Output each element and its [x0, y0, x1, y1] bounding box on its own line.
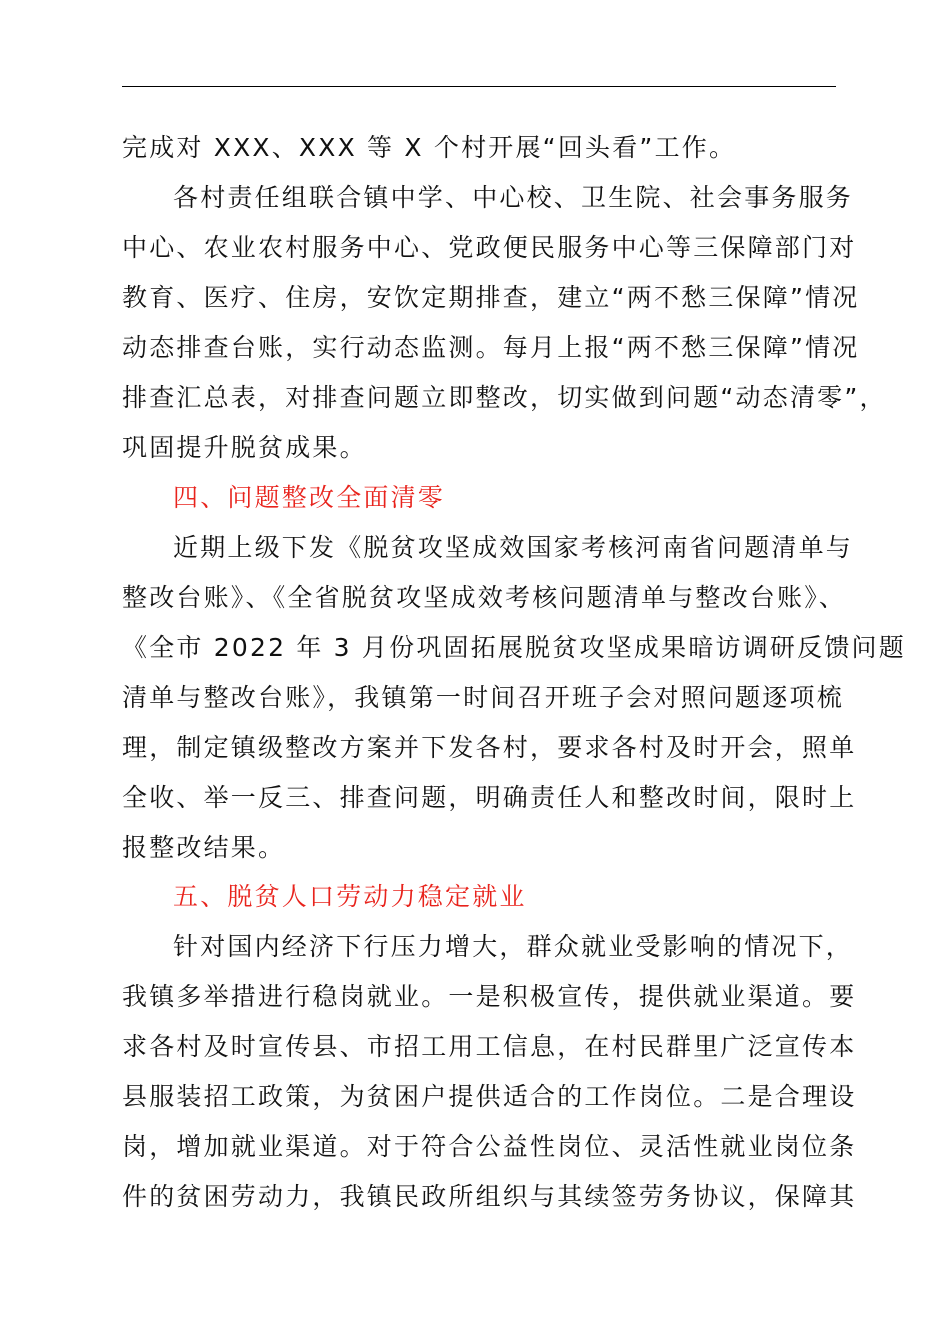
paragraph-2-line-4: 动态排查台账，实行动态监测。每月上报“两不愁三保障”情况 [122, 333, 860, 362]
paragraph-2-line-1: 各村责任组联合镇中学、中心校、卫生院、社会事务服务 [173, 183, 854, 212]
section-heading-5: 五、脱贫人口劳动力稳定就业 [173, 882, 527, 911]
paragraph-1-line-1: 完成对 XXX、XXX 等 X 个村开展“回头看”工作。 [122, 133, 737, 162]
paragraph-4-line-6: 件的贫困劳动力，我镇民政所组织与其续签劳务协议，保障其 [122, 1182, 857, 1211]
paragraph-4-line-2: 我镇多举措进行稳岗就业。一是积极宣传，提供就业渠道。要 [122, 982, 857, 1011]
paragraph-3-line-4: 清单与整改台账》，我镇第一时间召开班子会对照问题逐项梳 [122, 683, 844, 712]
paragraph-2-line-3: 教育、医疗、住房，安饮定期排查，建立“两不愁三保障”情况 [122, 283, 860, 312]
header-rule [122, 86, 836, 87]
paragraph-3-line-5: 理，制定镇级整改方案并下发各村，要求各村及时开会，照单 [122, 733, 857, 762]
paragraph-3-line-2: 整改台账》、《全省脱贫攻坚成效考核问题清单与整改台账》、 [122, 583, 847, 612]
paragraph-2-line-2: 中心、农业农村服务中心、党政便民服务中心等三保障部门对 [122, 233, 857, 262]
paragraph-4-line-1: 针对国内经济下行压力增大，群众就业受影响的情况下， [173, 932, 854, 961]
paragraph-4-line-5: 岗，增加就业渠道。对于符合公益性岗位、灵活性就业岗位条 [122, 1132, 857, 1161]
paragraph-2-line-6: 巩固提升脱贫成果。 [122, 433, 367, 462]
paragraph-3-line-3: 《全市 2022 年 3 月份巩固拓展脱贫攻坚成果暗访调研反馈问题 [122, 633, 906, 662]
paragraph-4-line-3: 求各村及时宣传县、市招工用工信息，在村民群里广泛宣传本 [122, 1032, 857, 1061]
section-heading-4: 四、问题整改全面清零 [173, 483, 446, 512]
paragraph-3-line-1: 近期上级下发《脱贫攻坚成效国家考核河南省问题清单与 [173, 533, 854, 562]
paragraph-4-line-4: 县服装招工政策，为贫困户提供适合的工作岗位。二是合理设 [122, 1082, 857, 1111]
paragraph-2-line-5: 排查汇总表，对排查问题立即整改，切实做到问题“动态清零”， [122, 383, 887, 412]
paragraph-3-line-7: 报整改结果。 [122, 833, 286, 862]
paragraph-3-line-6: 全收、举一反三、排查问题，明确责任人和整改时间，限时上 [122, 783, 857, 812]
